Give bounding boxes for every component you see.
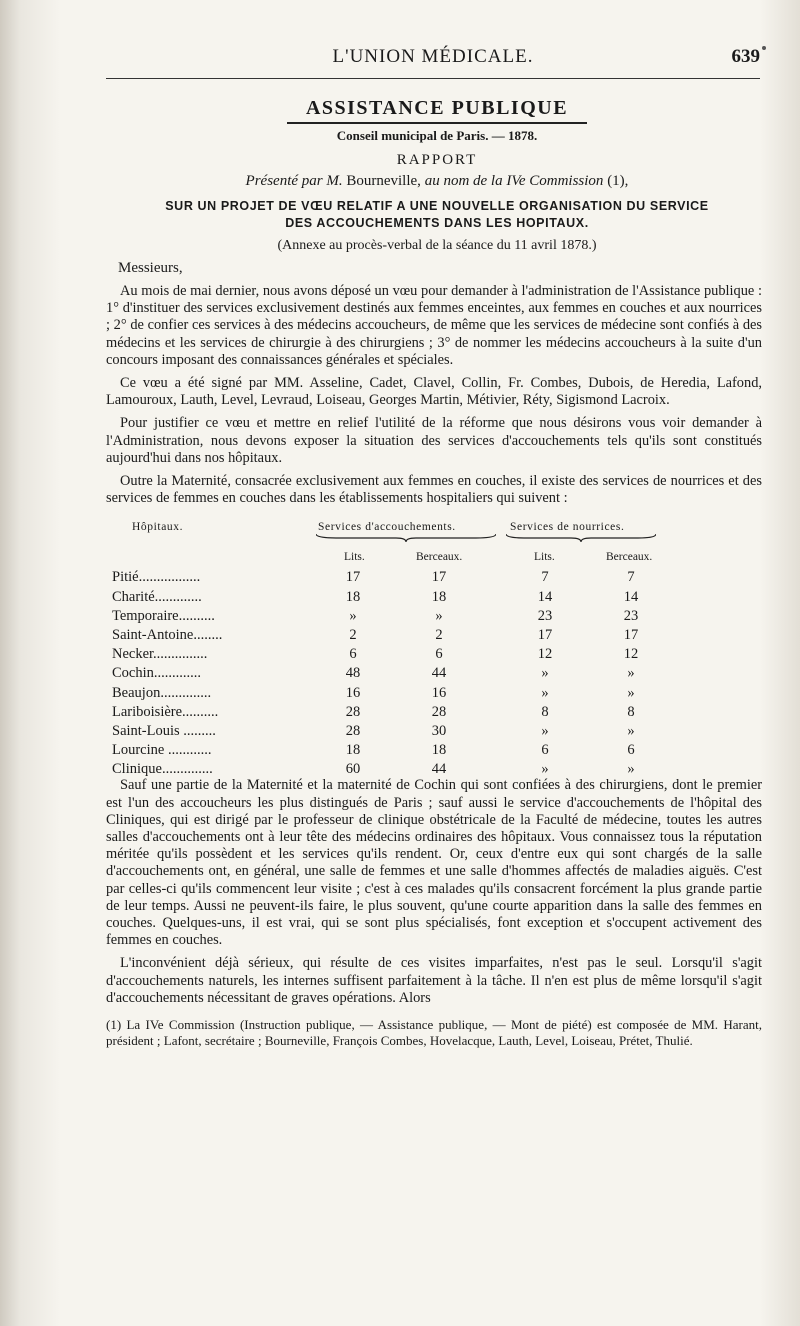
presented-name: Bourneville, — [346, 173, 421, 189]
table-header-hospitals: Hôpitaux. — [132, 521, 184, 534]
hospital-name: Cochin............. — [112, 665, 202, 682]
table-header-accouchements: Services d'accouchements. — [318, 521, 456, 534]
lits-nourrices: » — [541, 722, 549, 739]
lits-accouchements: 28 — [345, 703, 361, 720]
table-row — [106, 665, 768, 684]
hospital-name: Saint-Louis ......... — [112, 722, 216, 739]
lits-nourrices: » — [541, 761, 549, 778]
annex-note: (Annexe au procès-verbal de la séance du 11 avril 1878.) — [277, 238, 597, 253]
subject-line-1: SUR UN PROJET DE VŒU RELATIF A UNE NOUVELLE ORGANISATION DU SERVICE — [165, 199, 709, 213]
lits-nourrices: 17 — [537, 627, 553, 643]
section-title: ASSISTANCE PUBLIQUE — [305, 97, 569, 119]
berceaux-nourrices: 8 — [627, 703, 635, 720]
journal-title: L'UNION MÉDICALE. — [332, 46, 534, 67]
hospital-name: Beaujon.............. — [112, 684, 212, 701]
table-row — [106, 685, 768, 704]
lits-nourrices: 14 — [537, 588, 553, 605]
col-berceaux-nourrices: Berceaux. — [606, 551, 653, 564]
table-row — [106, 723, 768, 742]
hospital-name: Charité............. — [112, 588, 202, 605]
section-subhead: Conseil municipal de Paris. — 1878. — [336, 128, 538, 143]
lits-accouchements: 16 — [345, 684, 361, 701]
paragraph-2: Ce vœu a été signé par MM. Asseline, Cadet, Clavel, Collin, Fr. Combes, Dubois, de Heredia, Lafond, Lamouroux, Lauth, Level, Levraud, Loiseau, Georges Martin, Métivier, Réty, Sigismond Lacroix. — [106, 375, 762, 409]
lits-accouchements: 60 — [345, 761, 361, 778]
berceaux-nourrices: 23 — [623, 607, 639, 624]
hospital-name: Saint-Antoine........ — [112, 627, 223, 643]
lits-accouchements: 2 — [349, 627, 357, 643]
lits-accouchements: 6 — [349, 646, 357, 663]
berceaux-nourrices: 6 — [627, 742, 635, 759]
lits-accouchements: » — [349, 607, 357, 624]
table-row — [106, 608, 768, 627]
berceaux-nourrices: 12 — [623, 646, 639, 663]
table-row — [106, 589, 768, 608]
berceaux-accouchements: 44 — [431, 761, 447, 778]
berceaux-accouchements: » — [435, 607, 443, 624]
brace-accouchements — [316, 533, 496, 543]
lits-nourrices: » — [541, 665, 549, 682]
lits-accouchements: 18 — [345, 742, 361, 759]
paragraph-1: Au mois de mai dernier, nous avons déposé un vœu pour demander à l'administration de l'Assistance publique : 1° d'instituer des services exclusivement destinés aux femmes enceintes, aux femmes en couches et aux nourrices ; 2° de confier ces services à des médecins accoucheurs, de même que les services de médecine sont confiés à des médecins et les services de chirurgie à des chirurgiens ; 3° de nommer les médecins accoucheurs à la suite d'un concours imposant des connaissances générales et spéciales. — [106, 283, 762, 368]
table-rows — [106, 569, 768, 780]
brace-nourrices — [506, 533, 656, 543]
footnote: (1) La IVe Commission (Instruction publique, — Assistance publique, — Mont de piété) est composée de MM. Harant, président ; Lafont, secrétaire ; Bourneville, François Combes, Hovelacque, Lauth, Level, Loiseau, Prétet, Thulié. — [106, 1017, 762, 1049]
subject-line-2: DES ACCOUCHEMENTS DANS LES HOPITAUX. — [285, 216, 589, 230]
lits-accouchements: 28 — [345, 722, 361, 739]
table-header-nourrices: Services de nourrices. — [510, 521, 625, 534]
berceaux-accouchements: 16 — [431, 684, 447, 701]
berceaux-accouchements: 18 — [431, 588, 447, 605]
berceaux-nourrices: » — [627, 722, 635, 739]
paragraph-3: Pour justifier ce vœu et mettre en relief l'utilité de la réforme que nous désirons vous voir demander à l'Administration, nous devons exposer la situation des services d'accouchements tels qu'ils sont constitués aujourd'hui dans nos hôpitaux. — [106, 415, 762, 466]
paragraph-6: L'inconvénient déjà sérieux, qui résulte de ces visites imparfaites, n'est pas le seul. Lorsqu'il s'agit d'accouchements naturels, les internes suffisent parfaitement à la tâche. Il n'en est plus de même lorsqu'il s'agit d'accouchements nécessitant de graves opérations. Alors — [106, 955, 762, 1006]
berceaux-nourrices: » — [627, 665, 635, 682]
presented-prefix: Présenté par M. — [245, 173, 343, 189]
presented-note: (1), — [607, 173, 629, 189]
table-row — [106, 742, 768, 761]
berceaux-accouchements: 6 — [435, 646, 443, 663]
berceaux-nourrices: » — [627, 684, 635, 701]
ink-spot — [762, 46, 766, 50]
berceaux-accouchements: 44 — [431, 665, 447, 682]
berceaux-accouchements: 17 — [431, 569, 447, 586]
presented-suffix: au nom de la IVe Commission — [424, 173, 604, 189]
berceaux-nourrices: » — [627, 761, 635, 778]
section-rule — [287, 122, 587, 124]
report-presenter — [106, 173, 768, 190]
lits-nourrices: 6 — [541, 742, 549, 759]
report-subject — [106, 198, 768, 232]
lits-nourrices: 23 — [537, 607, 553, 624]
lits-nourrices: 12 — [537, 646, 553, 663]
col-berceaux-accouchements: Berceaux. — [416, 551, 463, 564]
berceaux-accouchements: 18 — [431, 742, 447, 759]
lits-accouchements: 17 — [345, 569, 361, 586]
table-row — [106, 569, 768, 588]
berceaux-nourrices: 14 — [623, 588, 639, 605]
berceaux-nourrices: 17 — [623, 627, 639, 643]
paragraph-5: Sauf une partie de la Maternité et la maternité de Cochin qui sont confiées à des chirurgiens, dont le premier est l'un des accoucheurs les plus distingués de Paris ; sauf aussi le service d'accouchements de l'hôpital des Cliniques, qui est dirigé par le professeur de clinique obstétricale de la Faculté de médecine, toutes les autres salles d'accouchements ont à leur tête des médecins ordinaires des hôpitaux. Vous connaissez tous la réputation méritée qu'ils possèdent et les services qu'ils rendent. Or, ceux d'entre eux qui sont chargés de la salle d'accouchements ont, en général, une salle de femmes et une salle d'hommes affectés de maladies aiguës. C'est par celles-ci qu'ils commencent leur visite ; c'est à ces malades qu'ils consacrent forcément la plus grande partie de leur temps. Aussi ne peuvent-ils faire, le plus souvent, qu'une courte apparition dans la salle des femmes en couches. Quelques-uns, il est vrai, qui se sont plus spécialisés, font exception et s'occupent activement des femmes en couches. — [106, 777, 762, 949]
lits-accouchements: 48 — [345, 665, 361, 682]
table-row — [106, 627, 768, 646]
lits-nourrices: 7 — [541, 569, 549, 586]
table-row — [106, 704, 768, 723]
report-heading: RAPPORT — [396, 152, 478, 168]
hospital-name: Clinique.............. — [112, 761, 213, 778]
lits-nourrices: 8 — [541, 703, 549, 720]
running-header — [106, 40, 760, 79]
berceaux-accouchements: 2 — [435, 627, 443, 643]
paragraph-4: Outre la Maternité, consacrée exclusivement aux femmes en couches, il existe des services de nourrices et des services de femmes en couches dans les établissements hospitaliers qui suivent : — [106, 473, 762, 507]
hospital-name: Lariboisière.......... — [112, 703, 219, 720]
hospital-services-table — [106, 521, 768, 778]
col-lits-accouchements: Lits. — [344, 551, 365, 564]
hospital-name: Pitié................. — [112, 569, 201, 586]
hospital-name: Necker............... — [112, 646, 208, 663]
lits-nourrices: » — [541, 684, 549, 701]
berceaux-accouchements: 28 — [431, 703, 447, 720]
table-row — [106, 646, 768, 665]
page-number: 639 — [731, 46, 760, 67]
berceaux-nourrices: 7 — [627, 569, 635, 586]
hospital-name: Lourcine ............ — [112, 742, 212, 759]
lits-accouchements: 18 — [345, 588, 361, 605]
berceaux-accouchements: 30 — [431, 722, 447, 739]
salutation: Messieurs, — [118, 260, 183, 276]
table-row — [106, 761, 768, 780]
col-lits-nourrices: Lits. — [534, 551, 555, 564]
hospital-name: Temporaire.......... — [112, 607, 215, 624]
